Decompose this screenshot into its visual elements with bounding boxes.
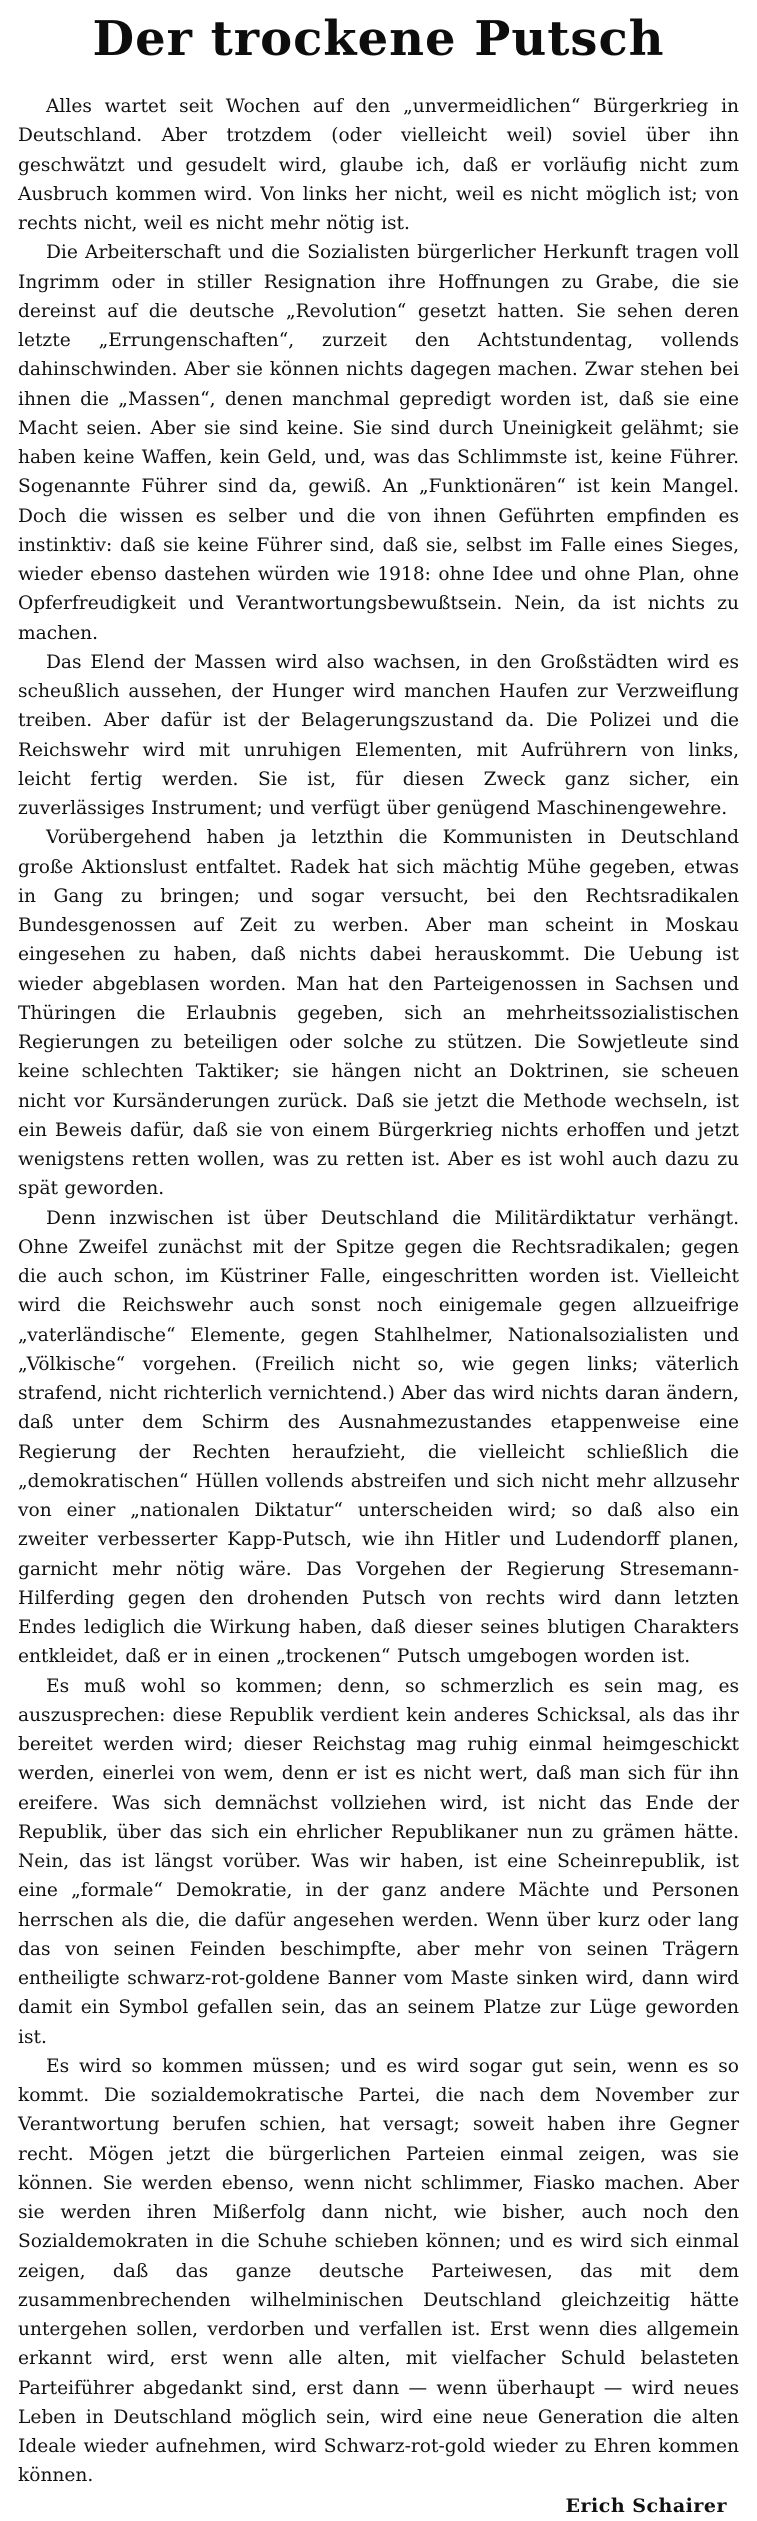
- article-paragraph: Es wird so kommen müssen; und es wird sogar gut sein, wenn es so kommt. Die sozialdemokratische Partei, die nach dem November zur Verantwortung berufen schien, hat versagt; soweit haben ihre Gegner recht. Mögen jetzt die bürgerlichen Parteien einmal zeigen, was sie können. Sie werden ebenso, wenn nicht schlimmer, Fiasko machen. Aber sie werden ihren Mißerfolg dann nicht, wie bisher, auch noch den Sozialdemokraten in die Schuhe schieben können; und es wird sich einmal zeigen, daß das ganze deutsche Parteiwesen, das mit dem zusammenbrechenden wilhelminischen Deutschland gleichzeitig hätte untergehen sollen, verdorben und verfallen ist. Erst wenn dies allgemein erkannt wird, erst wenn alle alten, mit vielfacher Schuld belasteten Parteiführer abgedankt sind, erst dann — wenn überhaupt — wird neues Leben in Deutschland möglich sein, wird eine neue Generation die alten Ideale wieder aufnehmen, wird Schwarz-rot-gold wieder zu Ehren kommen können.: [18, 2055, 739, 2487]
- article-paragraph: Es muß wohl so kommen; denn, so schmerzlich es sein mag, es auszusprechen: diese Republik verdient kein anderes Schicksal, als das ihr bereitet werden wird; dieser Reichstag mag ruhig einmal heimgeschickt werden, einerlei von wem, denn er ist es nicht wert, daß man sich für ihn ereifere. Was sich demnächst vollziehen wird, ist nicht das Ende der Republik, über das sich ein ehrlicher Republikaner nun zu grämen hätte. Nein, das ist längst vorüber. Was wir haben, ist eine Scheinrepublik, ist eine „formale“ Demokratie, in der ganz andere Mächte und Personen herrschen als die, die dafür angesehen werden. Wenn über kurz oder lang das von seinen Feinden beschimpfte, aber mehr von seinen Trägern entheiligte schwarz-rot-goldene Banner vom Maste sinken wird, dann wird damit ein Symbol gefallen sein, das an seinem Platze zur Lüge geworden ist.: [18, 1675, 739, 2048]
- article-body: [18, 92, 739, 2491]
- article-paragraph: Vorübergehend haben ja letzthin die Kommunisten in Deutschland große Aktionslust entfaltet. Radek hat sich mächtig Mühe gegeben, etwas in Gang zu bringen; und sogar versucht, bei den Rechtsradikalen Bundesgenossen auf Zeit zu werben. Aber man scheint in Moskau eingesehen zu haben, daß nichts dabei herauskommt. Die Uebung ist wieder abgeblasen worden. Man hat den Parteigenossen in Sachsen und Thüringen die Erlaubnis gegeben, sich an mehrheitssozialistischen Regierungen zu beteiligen oder solche zu stützen. Die Sowjetleute sind keine schlechten Taktiker; sie hängen nicht an Doktrinen, sie scheuen nicht vor Kursänderungen zurück. Daß sie jetzt die Methode wechseln, ist ein Beweis dafür, daß sie von einem Bürgerkrieg nichts erhoffen und jetzt wenigstens retten wollen, was zu retten ist. Aber es ist wohl auch dazu zu spät geworden.: [18, 827, 739, 1200]
- author-byline: Erich Schairer: [565, 2494, 727, 2517]
- article-headline: Der trockene Putsch: [92, 11, 665, 67]
- article-paragraph: Die Arbeiterschaft und die Sozialisten bürgerlicher Herkunft tragen voll Ingrimm oder in stiller Resignation ihre Hoffnungen zu Grabe, die sie dereinst auf die deutsche „Revolution“ gesetzt hatten. Sie sehen deren letzte „Errungenschaften“, zurzeit den Achtstundentag, vollends dahinschwinden. Aber sie können nichts dagegen machen. Zwar stehen bei ihnen die „Massen“, denen manchmal gepredigt worden ist, daß sie eine Macht seien. Aber sie sind keine. Sie sind durch Uneinigkeit gelähmt; sie haben keine Waffen, kein Geld, und, was das Schlimmste ist, keine Führer. Sogenannte Führer sind da, gewiß. An „Funktionären“ ist kein Mangel. Doch die wissen es selber und die von ihnen Geführten empfinden es instinktiv: daß sie keine Führer sind, daß sie, selbst im Falle eines Sieges, wieder ebenso dastehen würden wie 1918: ohne Idee und ohne Plan, ohne Opferfreudigkeit und Verantwortungsbewußtsein. Nein, da ist nichts zu machen.: [18, 242, 739, 644]
- article-paragraph: Das Elend der Massen wird also wachsen, in den Großstädten wird es scheußlich aussehen, der Hunger wird manchen Haufen zur Verzweiflung treiben. Aber dafür ist der Belagerungszustand da. Die Polizei und die Reichswehr wird mit unruhigen Elementen, mit Aufrührern von links, leicht fertig werden. Sie ist, für diesen Zweck ganz sicher, ein zuverlässiges Instrument; und verfügt über genügend Maschinengewehre.: [18, 651, 739, 819]
- article-paragraph: Alles wartet seit Wochen auf den „unvermeidlichen“ Bürgerkrieg in Deutschland. Aber trotzdem (oder vielleicht weil) soviel über ihn geschwätzt und gesudelt wird, glaube ich, daß er vorläufig nicht zum Ausbruch kommen wird. Von links her nicht, weil es nicht möglich ist; von rechts nicht, weil es nicht mehr nötig ist.: [18, 96, 739, 234]
- article-paragraph: Denn inzwischen ist über Deutschland die Militärdiktatur verhängt. Ohne Zweifel zunächst mit der Spitze gegen die Rechtsradikalen; gegen die auch schon, im Küstriner Falle, eingeschritten worden ist. Vielleicht wird die Reichswehr auch sonst noch einigemale gegen allzueifrige „vaterländische“ Elemente, gegen Stahlhelmer, Nationalsozialisten und „Völkische“ vorgehen. (Freilich nicht so, wie gegen links; väterlich strafend, nicht richterlich vernichtend.) Aber das wird nichts daran ändern, daß unter dem Schirm des Ausnahmezustandes etappenweise eine Regierung der Rechten heraufzieht, die vielleicht schließlich die „demokratischen“ Hüllen vollends abstreifen und sich nicht mehr allzusehr von einer „nationalen Diktatur“ unterscheiden wird; so daß also ein zweiter verbesserter Kapp-Putsch, wie ihn Hitler und Ludendorff planen, garnicht mehr nötig wäre. Das Vorgehen der Regierung Stresemann-Hilferding gegen den drohenden Putsch von rechts wird dann letzten Endes lediglich die Wirkung haben, daß dieser seines blutigen Charakters entkleidet, daß er in einen „trockenen“ Putsch umgebogen worden ist.: [18, 1207, 739, 1668]
